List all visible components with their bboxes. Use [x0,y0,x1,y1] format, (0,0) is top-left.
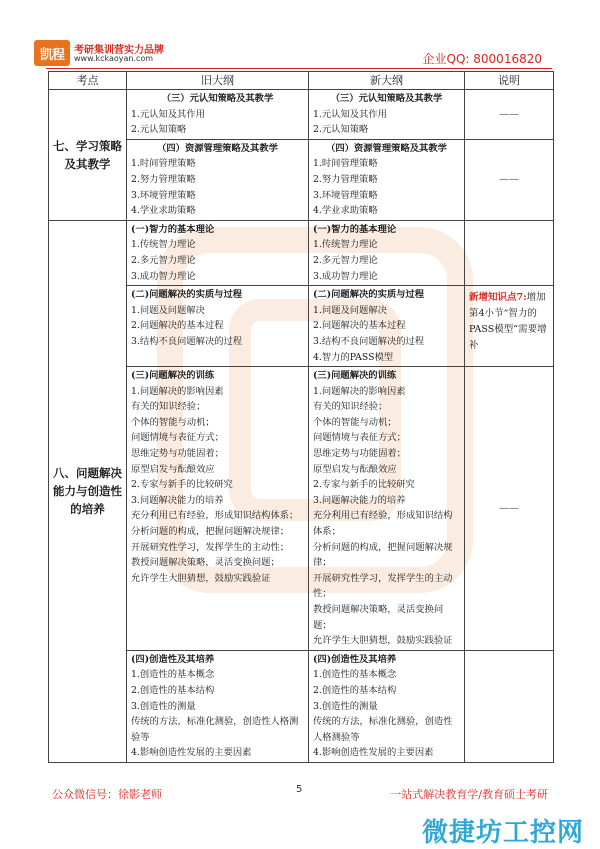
list-item: 2.创造性的基本结构 [131,684,215,696]
list-item: 开展研究性学习，发挥学生的主动性； [131,541,290,553]
list-item: 1.传统智力理论 [131,239,196,251]
list-item: 4.影响创造性发展的主要因素 [131,747,252,759]
list-item: 1.元认知及其作用 [313,108,387,120]
list-item: 3.结构不良问题解决的过程 [313,335,425,347]
section-title: （四）资源管理策略及其教学 [157,142,278,154]
list-item: 4.学业求助策略 [313,205,378,217]
col-header-topic: 考点 [49,72,127,90]
list-item: 3.创造性的测量 [131,700,196,712]
section-title: （三）元认知策略及其教学 [330,93,443,104]
list-item: 4.智力的PASS模型 [313,351,394,363]
list-item: 传统的方法，标准化测验，创造性人格测验等 [131,716,299,743]
old-syllabus-cell [127,220,309,285]
old-syllabus-cell [127,90,309,140]
list-item: 3.问题解决能力的培养 [313,494,406,506]
list-item: 3.结构不良问题解决的过程 [131,335,243,347]
list-item: 传统的方法，标准化测验，创造性人格测验等 [313,716,453,743]
list-item: 允许学生大胆猜想，鼓励实践验证 [131,572,271,584]
list-item: 1.元认知及其作用 [131,108,205,120]
new-syllabus-cell [309,367,465,651]
list-item: 2.问题解决的基本过程 [313,320,406,332]
section-title: (四)创造性及其培养 [131,653,215,665]
list-item: 个体的智能与动机； [313,416,397,428]
section-title: (一)智力的基本理论 [313,223,397,235]
list-item: 1.问题解决的影响因素 [313,385,406,397]
list-item: 2.努力管理策略 [131,173,196,185]
list-item: 原型启发与酝酿效应 [131,463,215,475]
note-cell: —— [465,139,554,220]
col-header-note: 说明 [465,72,554,90]
new-point-description: 增加第4小节“智力的PASS模型”需要增补 [469,292,547,352]
note-cell [465,220,554,285]
list-item: 2.多元智力理论 [313,254,378,266]
list-item: 2.专家与新手的比较研究 [313,479,415,491]
footer-slogan: 一站式解决教育学/教育硕士考研 [390,788,548,801]
section-title: （三）元认知策略及其教学 [161,93,274,104]
section-title: (二)问题解决的实质与过程 [131,289,243,301]
section-title: (四)创造性及其培养 [313,653,397,665]
col-header-new: 新大纲 [309,72,465,90]
table-row [49,220,554,285]
note-cell-new-point [465,286,554,367]
list-item: 开展研究性学习，发挥学生的主动性； [313,572,453,600]
list-item: 3.环境管理策略 [131,189,196,201]
list-item: 有关的知识经验； [313,401,388,413]
list-item: 允许学生大胆猜想，鼓励实践验证 [313,635,453,647]
topic-cell-8: 八、问题解决能力与创造性的培养 [49,220,127,762]
list-item: 1.创造性的基本概念 [313,669,397,681]
brand-slogan: 考研集训营实力品牌 [74,45,164,56]
list-item: 思维定势与功能固着； [131,448,224,460]
list-item: 2.元认知策略 [131,124,187,136]
section-title: （四）资源管理策略及其教学 [326,142,447,154]
list-item: 2.问题解决的基本过程 [131,320,224,332]
section-title: (一)智力的基本理论 [131,223,215,235]
section-title: (三)问题解决的训练 [131,370,215,382]
list-item: 充分利用已有经验，形成知识结构体系； [313,510,453,538]
new-syllabus-cell [309,139,465,220]
section-title: (二)问题解决的实质与过程 [313,289,425,301]
list-item: 有关的知识经验； [131,401,206,413]
new-syllabus-cell [309,90,465,140]
list-item: 1.传统智力理论 [313,239,378,251]
footer-wechat: 公众微信号：徐影老师 [52,788,162,801]
list-item: 教授问题解决策略，灵活变换问题； [313,604,444,631]
list-item: 1.时间管理策略 [313,158,378,170]
list-item: 2.多元智力理论 [131,254,196,266]
contact-qq: 企业QQ: 800016820 [422,52,542,66]
table-header-row [49,72,554,90]
list-item: 2.创造性的基本结构 [313,684,397,696]
brand-logo: 凯程 [34,40,70,66]
note-cell [465,650,554,762]
list-item: 1.创造性的基本概念 [131,669,215,681]
col-header-old: 旧大纲 [127,72,309,90]
list-item: 3.问题解决能力的培养 [131,494,224,506]
old-syllabus-cell [127,286,309,367]
list-item: 问题情境与表征方式； [313,432,406,444]
header-divider [46,68,552,69]
list-item: 1.时间管理策略 [131,158,196,170]
list-item: 3.创造性的测量 [313,700,378,712]
list-item: 3.环境管理策略 [313,189,378,201]
old-syllabus-cell [127,139,309,220]
table-row [49,90,554,140]
list-item: 问题情境与表征方式； [131,432,224,444]
old-syllabus-cell [127,367,309,651]
corner-watermark: 微捷坊工控网 [422,818,585,848]
new-syllabus-cell [309,286,465,367]
list-item: 1.问题解决的影响因素 [131,385,224,397]
page-header [0,0,600,72]
syllabus-comparison-table [48,71,554,763]
new-point-label: 新增知识点7: [469,292,527,304]
list-item: 1.问题及问题解决 [131,304,205,316]
brand-url[interactable]: www.kckaoyan.com [74,54,154,63]
new-syllabus-cell [309,650,465,762]
list-item: 4.影响创造性发展的主要因素 [313,747,434,759]
list-item: 教授问题解决策略，灵活变换问题； [131,557,280,569]
old-syllabus-cell [127,650,309,762]
section-title: (三)问题解决的训练 [313,370,397,382]
list-item: 思维定势与功能固着； [313,448,406,460]
list-item: 分析问题的构成，把握问题解决规律； [131,526,290,538]
list-item: 2.元认知策略 [313,124,369,136]
new-syllabus-cell [309,220,465,285]
note-cell: —— [465,90,554,140]
list-item: 1.问题及问题解决 [313,304,387,316]
list-item: 3.成功智力理论 [131,270,196,282]
list-item: 原型启发与酝酿效应 [313,463,397,475]
topic-cell-7: 七、学习策略及其教学 [49,90,127,221]
list-item: 充分利用已有经验，形成知识结构体系； [131,510,299,522]
list-item: 2.专家与新手的比较研究 [131,479,233,491]
list-item: 分析问题的构成，把握问题解决规律； [313,541,453,569]
list-item: 4.学业求助策略 [131,205,196,217]
list-item: 个体的智能与动机； [131,416,215,428]
page-number: 5 [296,784,303,795]
list-item: 3.成功智力理论 [313,270,378,282]
note-cell: —— [465,367,554,651]
list-item: 2.努力管理策略 [313,173,378,185]
